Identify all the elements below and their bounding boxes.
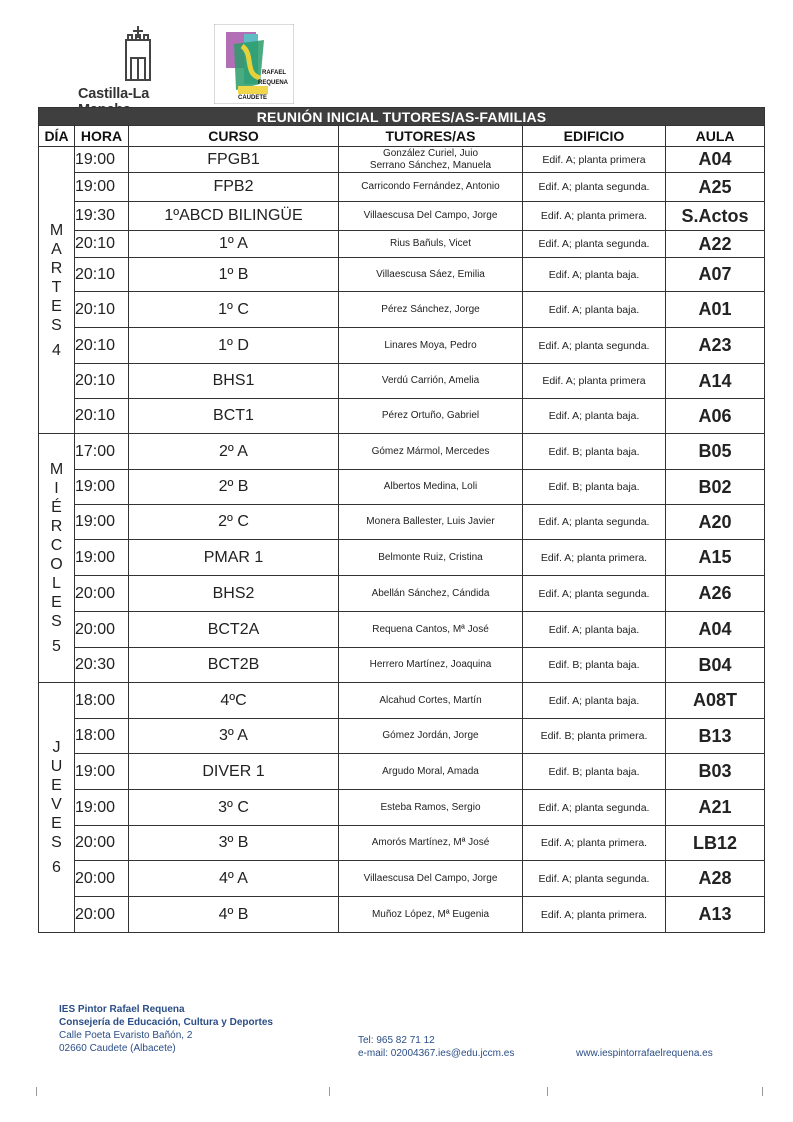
day-letter: E [51, 815, 62, 832]
tutores-cell [339, 258, 523, 292]
tutor-name: Villaescusa Del Campo, Jorge [363, 872, 498, 884]
tutores-cell [339, 364, 523, 399]
hora-cell: 17:00 [75, 434, 129, 470]
hora-cell: 20:10 [75, 364, 129, 399]
table-row [39, 292, 765, 328]
hora-cell: 18:00 [75, 719, 129, 754]
curso-cell: FPB2 [129, 173, 339, 202]
aula-cell: A23 [666, 328, 765, 364]
tutores-cell [339, 719, 523, 754]
table-row [39, 470, 765, 505]
table-row [39, 719, 765, 754]
table-row [39, 540, 765, 576]
tutores-cell [339, 540, 523, 576]
tutores-cell [339, 826, 523, 861]
aula-cell: A21 [666, 790, 765, 826]
ies-logo [214, 24, 294, 104]
day-letter: R [50, 518, 63, 535]
tutores-cell [339, 754, 523, 790]
curso-cell: BCT2A [129, 612, 339, 648]
tutores-cell [339, 292, 523, 328]
footer-school-name: IES Pintor Rafael Requena [59, 1004, 185, 1015]
day-letter: A [51, 240, 62, 258]
tutores-cell [339, 470, 523, 505]
day-letter: U [50, 758, 63, 775]
tutores-cell [339, 683, 523, 719]
day-cell [39, 683, 75, 933]
day-letter: M [49, 221, 64, 239]
aula-cell: A01 [666, 292, 765, 328]
curso-cell: 4º A [129, 861, 339, 897]
table-row [39, 147, 765, 173]
table-row [39, 683, 765, 719]
page-tick-mark [329, 1087, 330, 1096]
day-letter: O [50, 556, 63, 573]
edificio-cell: Edif. A; planta primera. [523, 202, 666, 231]
footer-street: Calle Poeta Evaristo Bañón, 2 [59, 1030, 193, 1041]
tutor-name: Belmonte Ruiz, Cristina [378, 551, 483, 563]
aula-cell: A28 [666, 861, 765, 897]
tutor-name: Gómez Jordán, Jorge [382, 730, 479, 741]
table-row [39, 826, 765, 861]
curso-cell: PMAR 1 [129, 540, 339, 576]
curso-cell: 1º B [129, 258, 339, 292]
aula-cell: A22 [666, 231, 765, 258]
table-row [39, 576, 765, 612]
edificio-cell: Edif. B; planta baja. [523, 754, 666, 790]
tutores-cell [339, 399, 523, 434]
hora-cell: 20:30 [75, 648, 129, 683]
aula-cell: B05 [666, 434, 765, 470]
edificio-cell: Edif. A; planta baja. [523, 612, 666, 648]
edificio-cell: Edif. A; planta baja. [523, 399, 666, 434]
table-row [39, 231, 765, 258]
curso-cell: 2º A [129, 434, 339, 470]
column-header-curso: CURSO [129, 126, 339, 147]
curso-cell: BHS1 [129, 364, 339, 399]
table-row [39, 754, 765, 790]
tutor-name: González Curiel, Juio [382, 147, 479, 159]
footer-address-block [59, 1003, 273, 1055]
edificio-cell: Edif. B; planta baja. [523, 434, 666, 470]
edificio-cell: Edif. A; planta primera. [523, 826, 666, 861]
edificio-cell: Edif. A; planta segunda. [523, 861, 666, 897]
tutor-name: Verdú Carrión, Amelia [381, 375, 480, 386]
logo-left-text: Castilla-La [78, 86, 150, 102]
page-tick-mark [762, 1087, 763, 1096]
table-header-row [39, 126, 765, 147]
table-row [39, 612, 765, 648]
aula-cell: S.Actos [666, 202, 765, 231]
aula-cell: B13 [666, 719, 765, 754]
column-header-aula: AULA [666, 126, 765, 147]
day-letter: V [51, 796, 62, 813]
hora-cell: 20:10 [75, 258, 129, 292]
day-letter: S [51, 613, 62, 630]
tutor-name: Abellán Sánchez, Cándida [371, 587, 490, 599]
tutor-name: Linares Moya, Pedro [384, 339, 477, 351]
day-letter: C [50, 537, 63, 554]
curso-cell: 4º B [129, 897, 339, 933]
tutores-cell [339, 576, 523, 612]
hora-cell: 20:00 [75, 612, 129, 648]
edificio-cell: Edif. A; planta baja. [523, 258, 666, 292]
column-header-edificio: EDIFICIO [523, 126, 666, 147]
logo-right-line-3: CAUDETE [238, 95, 268, 101]
curso-cell: 3º C [129, 790, 339, 826]
hora-cell: 20:10 [75, 328, 129, 364]
day-letter: R [50, 259, 63, 277]
tutor-name: Villaescusa Del Campo, Jorge [363, 210, 498, 221]
castle-crest-icon [78, 24, 202, 86]
edificio-cell: Edif. A; planta segunda. [523, 173, 666, 202]
day-letter: É [51, 499, 62, 516]
hora-cell: 19:30 [75, 202, 129, 231]
table-row [39, 434, 765, 470]
day-number: 4 [52, 341, 61, 359]
hora-cell: 19:00 [75, 790, 129, 826]
aula-cell: B03 [666, 754, 765, 790]
tutor-name: Villaescusa Sáez, Emilia [376, 268, 485, 280]
tutor-name: Rius Bañuls, Vicet [390, 238, 471, 249]
tutores-cell [339, 231, 523, 258]
curso-cell: 1ºABCD BILINGÜE [129, 202, 339, 231]
curso-cell: 1º C [129, 292, 339, 328]
edificio-cell: Edif. A; planta segunda. [523, 231, 666, 258]
hora-cell: 18:00 [75, 683, 129, 719]
curso-cell: 2º C [129, 505, 339, 540]
aula-cell: A15 [666, 540, 765, 576]
curso-cell: DIVER 1 [129, 754, 339, 790]
curso-cell: 2º B [129, 470, 339, 505]
day-letter: E [51, 297, 62, 315]
tutor-name: Herrero Martínez, Joaquina [369, 659, 492, 670]
hora-cell: 20:10 [75, 231, 129, 258]
edificio-cell: Edif. A; planta segunda. [523, 790, 666, 826]
curso-cell: BCT1 [129, 399, 339, 434]
footer-city: 02660 Caudete (Albacete) [59, 1043, 176, 1054]
tutores-cell [339, 790, 523, 826]
table-row [39, 648, 765, 683]
hora-cell: 19:00 [75, 173, 129, 202]
day-cell [39, 147, 75, 434]
tutores-cell [339, 202, 523, 231]
day-letter: T [51, 278, 62, 296]
curso-cell: 4ºC [129, 683, 339, 719]
hora-cell: 19:00 [75, 540, 129, 576]
table-row [39, 258, 765, 292]
aula-cell: B02 [666, 470, 765, 505]
table-row [39, 173, 765, 202]
schedule-body [39, 147, 765, 933]
day-letter: M [49, 461, 64, 478]
tutor-name: Pérez Ortuño, Gabriel [381, 410, 480, 421]
tutor-name: Amorós Martínez, Mª José [371, 837, 490, 848]
aula-cell: A26 [666, 576, 765, 612]
day-letter: L [52, 575, 61, 592]
table-row [39, 790, 765, 826]
edificio-cell: Edif. A; planta segunda. [523, 576, 666, 612]
day-letter: I [54, 480, 59, 497]
hora-cell: 20:10 [75, 399, 129, 434]
page-tick-mark [547, 1087, 548, 1096]
table-row [39, 861, 765, 897]
edificio-cell: Edif. A; planta baja. [523, 292, 666, 328]
tutor-name: Pérez Sánchez, Jorge [381, 303, 480, 315]
table-row [39, 399, 765, 434]
aula-cell: A20 [666, 505, 765, 540]
day-number: 6 [52, 859, 61, 876]
day-letter: S [51, 316, 62, 334]
curso-cell: 3º B [129, 826, 339, 861]
edificio-cell: Edif. A; planta primera [523, 364, 666, 399]
table-title-row [39, 108, 765, 126]
tutor-name: Monera Ballester, Luis Javier [366, 516, 495, 527]
hora-cell: 20:00 [75, 826, 129, 861]
table-row [39, 505, 765, 540]
page-tick-mark [36, 1087, 37, 1096]
edificio-cell: Edif. A; planta primera. [523, 897, 666, 933]
hora-cell: 20:00 [75, 576, 129, 612]
column-header-tutores: TUTORES/AS [339, 126, 523, 147]
day-letter: E [51, 777, 62, 794]
tutor-name: Argudo Moral, Amada [382, 765, 479, 777]
aula-cell: A04 [666, 612, 765, 648]
tutor-name: Carricondo Fernández, Antonio [361, 181, 500, 192]
tutor-name: Esteba Ramos, Sergio [380, 801, 481, 813]
edificio-cell: Edif. A; planta primera [523, 147, 666, 173]
tutor-name: Muñoz López, Mª Eugenia [371, 908, 490, 920]
footer-phone: Tel: 965 82 71 12 [358, 1035, 435, 1046]
logo-right-line-1: RAFAEL [262, 70, 286, 76]
logo-right-line-2: REQUENA [258, 80, 289, 86]
hora-cell: 19:00 [75, 754, 129, 790]
column-header-dia: DÍA [39, 126, 75, 147]
castilla-la-mancha-logo [78, 24, 202, 104]
footer-department: Consejería de Educación, Cultura y Deportes [59, 1017, 273, 1028]
day-letter: E [51, 594, 62, 611]
aula-cell: B04 [666, 648, 765, 683]
tutor-name: Alcahud Cortes, Martín [379, 694, 482, 706]
tutores-cell [339, 328, 523, 364]
hora-cell: 19:00 [75, 470, 129, 505]
tutores-cell [339, 861, 523, 897]
curso-cell: 1º A [129, 231, 339, 258]
footer-contact-block [358, 1034, 514, 1060]
curso-cell: 3º A [129, 719, 339, 754]
tutores-cell [339, 147, 523, 173]
day-letter: J [52, 739, 61, 756]
day-letter: S [51, 834, 62, 851]
column-header-hora: HORA [75, 126, 129, 147]
aula-cell: A08T [666, 683, 765, 719]
table-row [39, 202, 765, 231]
footer-website[interactable]: www.iespintorrafaelrequena.es [576, 1048, 713, 1059]
edificio-cell: Edif. A; planta primera. [523, 540, 666, 576]
tutor-name: Albertos Medina, Loli [383, 481, 478, 492]
hora-cell: 20:10 [75, 292, 129, 328]
edificio-cell: Edif. B; planta primera. [523, 719, 666, 754]
tutor-name: Serrano Sánchez, Manuela [369, 159, 492, 171]
tutores-cell [339, 505, 523, 540]
aula-cell: A07 [666, 258, 765, 292]
aula-cell: A06 [666, 399, 765, 434]
schedule-table [38, 107, 765, 933]
tutor-name: Requena Cantos, Mª José [372, 623, 489, 635]
curso-cell: BHS2 [129, 576, 339, 612]
tutores-cell [339, 612, 523, 648]
table-row [39, 897, 765, 933]
aula-cell: A04 [666, 147, 765, 173]
aula-cell: A14 [666, 364, 765, 399]
edificio-cell: Edif. A; planta segunda. [523, 505, 666, 540]
day-cell [39, 434, 75, 683]
hora-cell: 20:00 [75, 897, 129, 933]
tutores-cell [339, 648, 523, 683]
hora-cell: 19:00 [75, 147, 129, 173]
edificio-cell: Edif. A; planta segunda. [523, 328, 666, 364]
edificio-cell: Edif. A; planta baja. [523, 683, 666, 719]
curso-cell: FPGB1 [129, 147, 339, 173]
tutores-cell [339, 897, 523, 933]
aula-cell: A13 [666, 897, 765, 933]
table-row [39, 328, 765, 364]
table-row [39, 364, 765, 399]
tutor-name: Gómez Mármol, Mercedes [371, 445, 490, 457]
aula-cell: LB12 [666, 826, 765, 861]
tutores-cell [339, 434, 523, 470]
hora-cell: 20:00 [75, 861, 129, 897]
table-title: REUNIÓN INICIAL TUTORES/AS-FAMILIAS [39, 108, 765, 126]
tutores-cell [339, 173, 523, 202]
day-number: 5 [52, 638, 61, 655]
curso-cell: BCT2B [129, 648, 339, 683]
edificio-cell: Edif. B; planta baja. [523, 648, 666, 683]
edificio-cell: Edif. B; planta baja. [523, 470, 666, 505]
aula-cell: A25 [666, 173, 765, 202]
footer-email[interactable]: e-mail: 02004367.ies@edu.jccm.es [358, 1048, 515, 1059]
hora-cell: 19:00 [75, 505, 129, 540]
palette-logo-icon [214, 24, 294, 104]
curso-cell: 1º D [129, 328, 339, 364]
